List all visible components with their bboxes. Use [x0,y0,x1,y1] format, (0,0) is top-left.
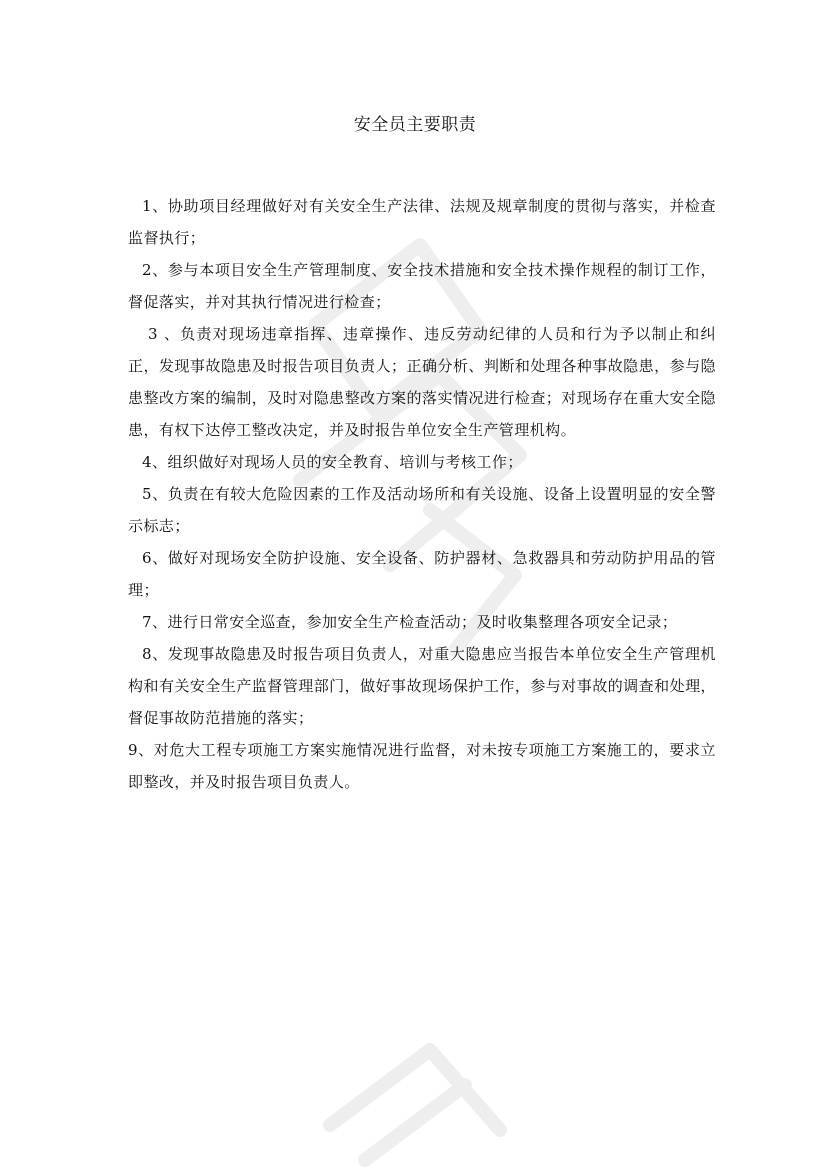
duty-item-5: 5、负责在有较大危险因素的工作及活动场所和有关设施、设备上设置明显的安全警示标志； [128,485,716,535]
duty-item-9: 9、对危大工程专项施工方案实施情况进行监督，对未按专项施工方案施工的，要求立即整改，并及时报告项目负责人。 [128,741,716,791]
duty-item-4: 4、组织做好对现场人员的安全教育、培训与考核工作； [142,453,523,471]
duties-list [128,190,716,798]
duty-item-8: 8、发现事故隐患及时报告项目负责人，对重大隐患应当报告本单位安全生产管理机构和有关安全生产监督管理部门，做好事故现场保护工作，参与对事故的调查和处理，督促事故防范措施的落实； [128,645,716,727]
duty-item-6: 6、做好对现场安全防护设施、安全设备、防护器材、急救器具和劳动防护用品的管理； [128,549,716,599]
duty-item-2: 2、参与本项目安全生产管理制度、安全技术措施和安全技术操作规程的制订工作，督促落实，并对其执行情况进行检查； [128,261,716,311]
duty-item-3: 3 、负责对现场违章指挥、违章操作、违反劳动纪律的人员和行为予以制止和纠正，发现事故隐患及时报告项目负责人；正确分析、判断和处理各种事故隐患，参与隐患整改方案的编制，及时对隐患整改方案的落实情况进行检查；对现场存在重大安全隐患，有权下达停工整改决定，并及时报告单位安全生产管理机构。 [128,325,716,439]
duty-item-7: 7、进行日常安全巡查，参加安全生产检查活动；及时收集整理各项安全记录； [142,613,678,631]
duty-item-1: 1、协助项目经理做好对有关安全生产法律、法规及规章制度的贯彻与落实，并检查监督执行； [128,197,716,247]
page-title: 安全员主要职责 [353,115,477,135]
